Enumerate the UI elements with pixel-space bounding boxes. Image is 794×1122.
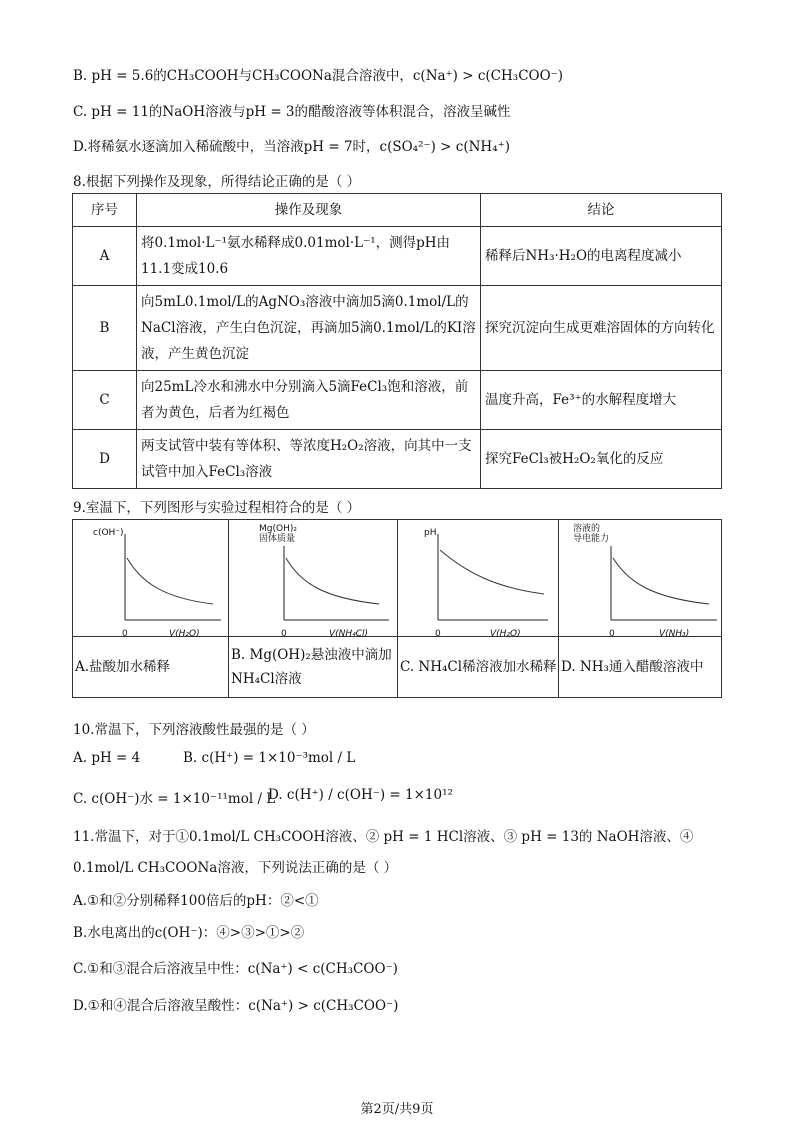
q7-option-d: D.将稀氨水逐滴加入稀硫酸中，当溶液pH = 7时，c(SO₄²⁻) > c(NH₄⁺) xyxy=(73,139,511,155)
graph-cell-c xyxy=(398,520,559,637)
graph-a-caption: A.盐酸加水稀释 xyxy=(73,637,229,698)
row-id: B xyxy=(73,286,137,371)
table-row xyxy=(73,227,722,286)
y-axis-label: Mg(OH)₂ 固体质量 xyxy=(259,524,297,544)
graph-b-plot xyxy=(229,520,397,636)
row-conclusion: 稀释后NH₃·H₂O的电离程度减小 xyxy=(481,227,722,286)
y-axis-label: pH xyxy=(424,528,437,538)
row-operation: 向5mL0.1mol/L的AgNO₃溶液中滴加5滴0.1mol/L的NaCl溶液，产生白色沉淀，再滴加5滴0.1mol/L的KI溶液，产生黄色沉淀 xyxy=(137,286,481,371)
q11-option-c: C.①和③混合后溶液呈中性：c(Na⁺) < c(CH₃COO⁻) xyxy=(73,961,398,977)
curve xyxy=(613,558,709,604)
row-operation: 两支试管中装有等体积、等浓度H₂O₂溶液，向其中一支试管中加入FeCl₃溶液 xyxy=(137,430,481,489)
row-id: A xyxy=(73,227,137,286)
q11-stem-line2: 0.1mol/L CH₃COONa溶液，下列说法正确的是（ ） xyxy=(73,860,398,876)
q11-option-a: A.①和②分别稀释100倍后的pH：②<① xyxy=(73,893,319,909)
header-cell: 序号 xyxy=(73,194,137,227)
origin-label: 0 xyxy=(435,629,441,639)
row-operation: 向25mL冷水和沸水中分别滴入5滴FeCl₃饱和溶液，前者为黄色，后者为红褐色 xyxy=(137,371,481,430)
y-axis-label: c(OH⁻) xyxy=(93,528,124,538)
y-axis-label: 溶液的 导电能力 xyxy=(573,524,610,544)
q11-stem-line1: 11.常温下，对于①0.1mol/L CH₃COOH溶液、② pH = 1 HCl溶液、③ pH = 13的 NaOH溶液、④ xyxy=(73,829,694,845)
q10-option-c: C. c(OH⁻)水 = 1×10⁻¹¹mol / L xyxy=(73,791,276,807)
table-row xyxy=(73,371,722,430)
curve xyxy=(127,558,213,604)
q11-option-d: D.①和④混合后溶液呈酸性：c(Na⁺) > c(CH₃COO⁻) xyxy=(73,998,399,1014)
origin-label: 0 xyxy=(609,629,615,639)
header-cell: 操作及现象 xyxy=(137,194,481,227)
x-axis-label: V(NH₄Cl) xyxy=(329,629,369,639)
x-axis-label: V(H₂O) xyxy=(490,629,521,639)
page-number: 第2页/共9页 xyxy=(360,1102,434,1117)
q10-option-d: D. c(H⁺) / c(OH⁻) = 1×10¹² xyxy=(268,787,453,803)
row-conclusion: 温度升高，Fe³⁺的水解程度增大 xyxy=(481,371,722,430)
curve xyxy=(440,550,544,594)
origin-label: 0 xyxy=(122,629,128,639)
row-conclusion: 探究FeCl₃被H₂O₂氧化的反应 xyxy=(481,430,722,489)
graph-b-caption: B. Mg(OH)₂悬浊液中滴加NH₄Cl溶液 xyxy=(229,637,398,698)
table-row xyxy=(73,286,722,371)
q8-table xyxy=(72,193,722,489)
origin-label: 0 xyxy=(281,629,287,639)
row-conclusion: 探究沉淀向生成更难溶固体的方向转化 xyxy=(481,286,722,371)
graph-row xyxy=(73,520,722,637)
q8-stem: 8.根据下列操作及现象，所得结论正确的是（ ） xyxy=(73,174,361,190)
table-header-row xyxy=(73,194,722,227)
graph-c-caption: C. NH₄Cl稀溶液加水稀释 xyxy=(398,637,559,698)
q10-stem: 10.常温下，下列溶液酸性最强的是（ ） xyxy=(73,722,315,738)
q11-option-b: B.水电离出的c(OH⁻)：④>③>①>② xyxy=(73,925,305,941)
graph-d-caption: D. NH₃通入醋酸溶液中 xyxy=(559,637,722,698)
q9-graph-table xyxy=(72,519,722,698)
q7-option-b: B. pH = 5.6的CH₃COOH与CH₃COONa混合溶液中，c(Na⁺) > c(CH₃COO⁻) xyxy=(73,68,564,84)
q9-stem: 9.室温下，下列图形与实验过程相符合的是（ ） xyxy=(73,500,361,516)
row-id: D xyxy=(73,430,137,489)
graph-c-plot xyxy=(398,520,558,636)
table-row xyxy=(73,430,722,489)
graph-cell-a xyxy=(73,520,229,637)
graph-cell-d xyxy=(559,520,722,637)
row-operation: 将0.1mol·L⁻¹氨水稀释成0.01mol·L⁻¹，测得pH由11.1变成10.6 xyxy=(137,227,481,286)
x-axis-label: V(NH₃) xyxy=(659,629,690,639)
q7-option-c: C. pH = 11的NaOH溶液与pH = 3的醋酸溶液等体积混合，溶液呈碱性 xyxy=(73,104,511,120)
q10-option-b: B. c(H⁺) = 1×10⁻³mol / L xyxy=(183,750,356,766)
graph-cell-b xyxy=(229,520,398,637)
header-cell: 结论 xyxy=(481,194,722,227)
row-id: C xyxy=(73,371,137,430)
curve xyxy=(286,558,379,604)
q10-option-a: A. pH = 4 xyxy=(73,750,141,766)
x-axis-label: V(H₂O) xyxy=(169,629,200,639)
